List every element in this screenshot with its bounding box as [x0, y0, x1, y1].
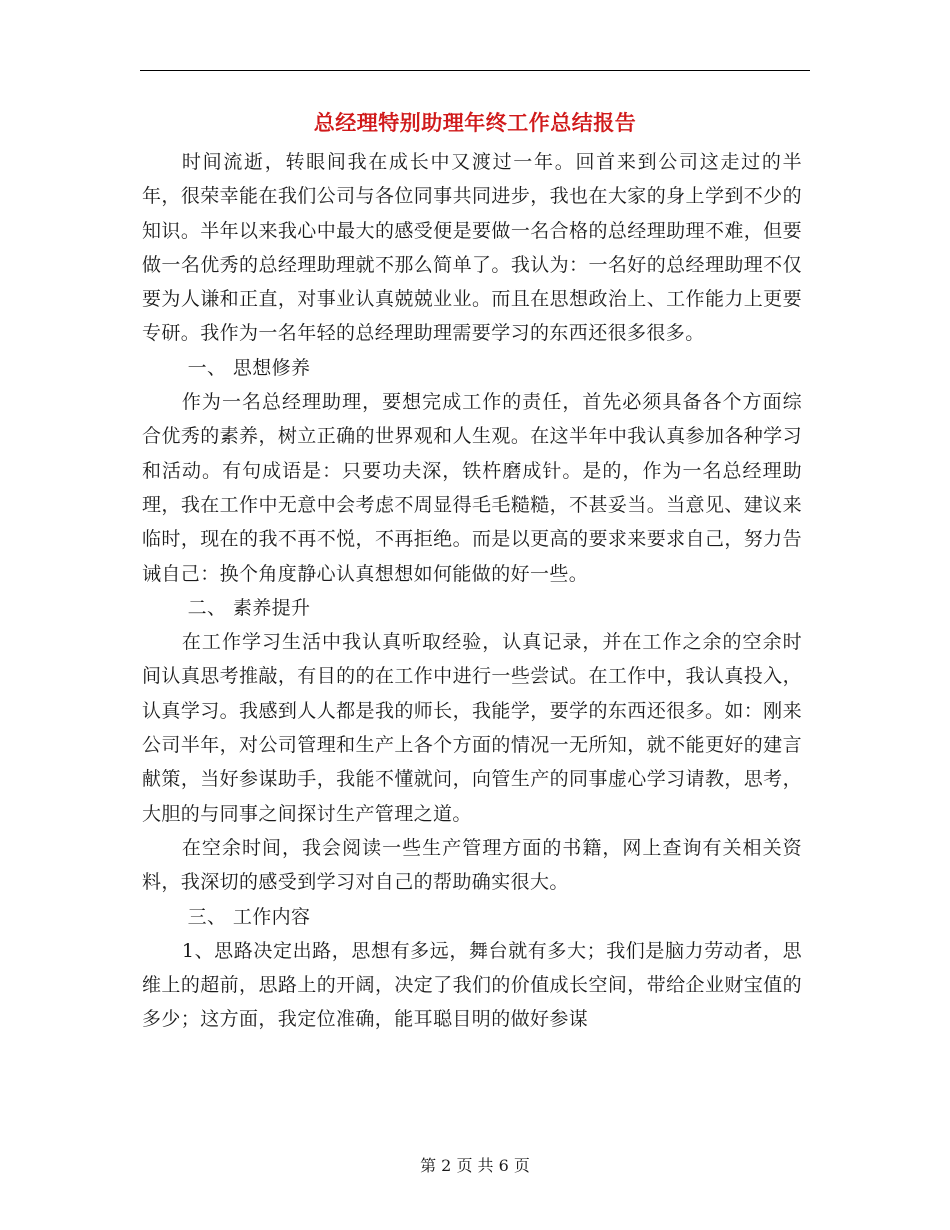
paragraph-section-2b: 在空余时间，我会阅读一些生产管理方面的书籍，网上查询有关相关资料，我深切的感受到学习对自己的帮助确实很大。	[142, 836, 802, 894]
section-heading-2: 二、 素养提升	[187, 596, 311, 619]
paragraph-section-3: 1、思路决定出路，思想有多远，舞台就有多大；我们是脑力劳动者，思维上的超前，思路上的开阔，决定了我们的价值成长空间，带给企业财宝值的多少；这方面，我定位准确，能耳聪目明的做好参谋	[142, 939, 802, 1031]
header-rule	[140, 70, 810, 71]
paragraph-section-2a: 在工作学习生活中我认真听取经验，认真记录，并在工作之余的空余时间认真思考推敲，有目的的在工作中进行一些尝试。在工作中，我认真投入，认真学习。我感到人人都是我的师长，我能学，要学的东西还很多。如：刚来公司半年，对公司管理和生产上各个方面的情况一无所知，就不能更好的建言献策，当好参谋助手，我能不懂就问，向管生产的同事虚心学习请教，思考，大胆的与同事之间探讨生产管理之道。	[142, 631, 802, 825]
document-title: 总经理特别助理年终工作总结报告	[313, 110, 637, 135]
document-body	[142, 145, 802, 1037]
paragraph-section-1: 作为一名总经理助理，要想完成工作的责任，首先必须具备各个方面综合优秀的素养，树立正确的世界观和人生观。在这半年中我认真参加各种学习和活动。有句成语是：只要功夫深，铁杵磨成针。是的，作为一名总经理助理，我在工作中无意中会考虑不周显得毛毛糙糙，不甚妥当。当意见、建议来临时，现在的我不再不悦，不再拒绝。而是以更高的要求来要求自己，努力告诫自己：换个角度静心认真想想如何能做的好一些。	[142, 391, 802, 585]
page-number-footer: 第 2 页 共 6 页	[420, 1156, 530, 1175]
paragraph-intro: 时间流逝，转眼间我在成长中又渡过一年。回首来到公司这走过的半年，很荣幸能在我们公司与各位同事共同进步，我也在大家的身上学到不少的知识。半年以来我心中最大的感受便是要做一名合格的总经理助理不难，但要做一名优秀的总经理助理就不那么简单了。我认为：一名好的总经理助理不仅要为人谦和正直，对事业认真兢兢业业。而且在思想政治上、工作能力上更要专研。我作为一名年轻的总经理助理需要学习的东西还很多很多。	[142, 151, 802, 345]
section-heading-3: 三、 工作内容	[187, 905, 311, 928]
section-heading-1: 一、 思想修养	[187, 356, 311, 379]
